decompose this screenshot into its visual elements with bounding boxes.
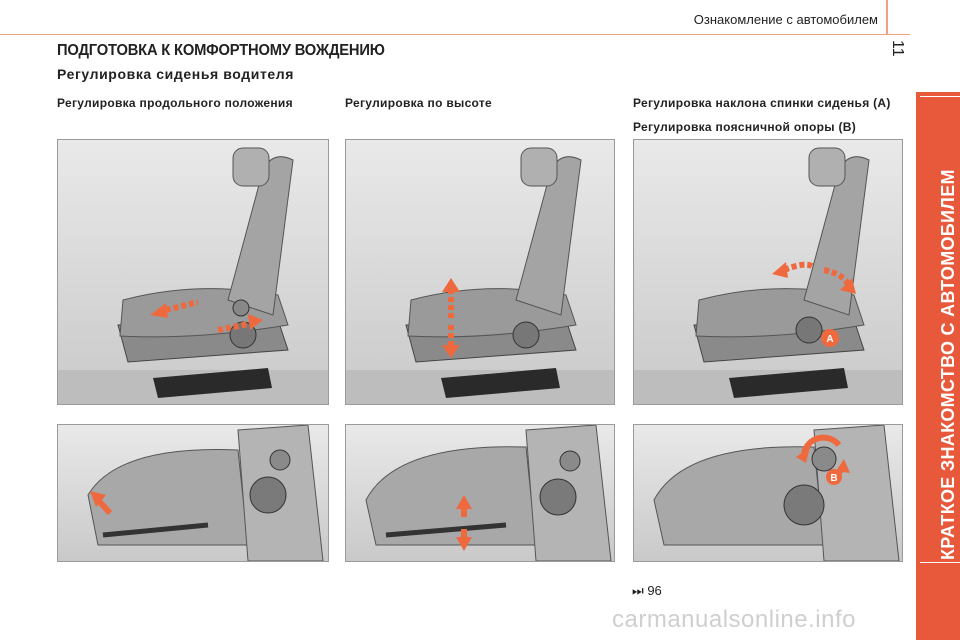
header-tick xyxy=(886,0,888,34)
side-tab-line-bottom xyxy=(920,562,960,563)
reference-page-number: 96 xyxy=(647,583,662,598)
callout-a: A xyxy=(826,334,834,345)
header-rule xyxy=(0,34,910,35)
header-title: Ознакомление с автомобилем xyxy=(693,12,878,27)
column-label-lumbar: Регулировка поясничной опоры (B) xyxy=(633,120,856,134)
callout-b: B xyxy=(830,473,838,484)
column-label-backrest: Регулировка наклона спинки сиденья (A) xyxy=(633,96,891,110)
image-seat-lever-detail xyxy=(57,424,329,562)
image-seat-backrest xyxy=(633,139,903,405)
column-label-height: Регулировка по высоте xyxy=(345,96,493,110)
image-seat-lumbar-detail xyxy=(633,424,903,562)
section-title: ПОДГОТОВКА К КОМФОРТНОМУ ВОЖДЕНИЮ xyxy=(57,42,385,59)
subsection-title: Регулировка сиденья водителя xyxy=(57,66,295,82)
double-arrow-right-icon: ⏭ xyxy=(632,583,644,598)
image-seat-longitudinal xyxy=(57,139,329,405)
page-number: 11 xyxy=(889,40,906,57)
side-tab-text: КРАТКОЕ ЗНАКОМСТВО С АВТОМОБИЛЕМ xyxy=(938,169,958,560)
image-seat-height xyxy=(345,139,615,405)
watermark: carmanualsonline.info xyxy=(612,606,856,633)
column-label-longitudinal: Регулировка продольного положения xyxy=(57,96,293,110)
page-reference[interactable] xyxy=(632,583,662,599)
side-tab-line-top xyxy=(920,96,960,97)
image-seat-height-lever-detail xyxy=(345,424,615,562)
